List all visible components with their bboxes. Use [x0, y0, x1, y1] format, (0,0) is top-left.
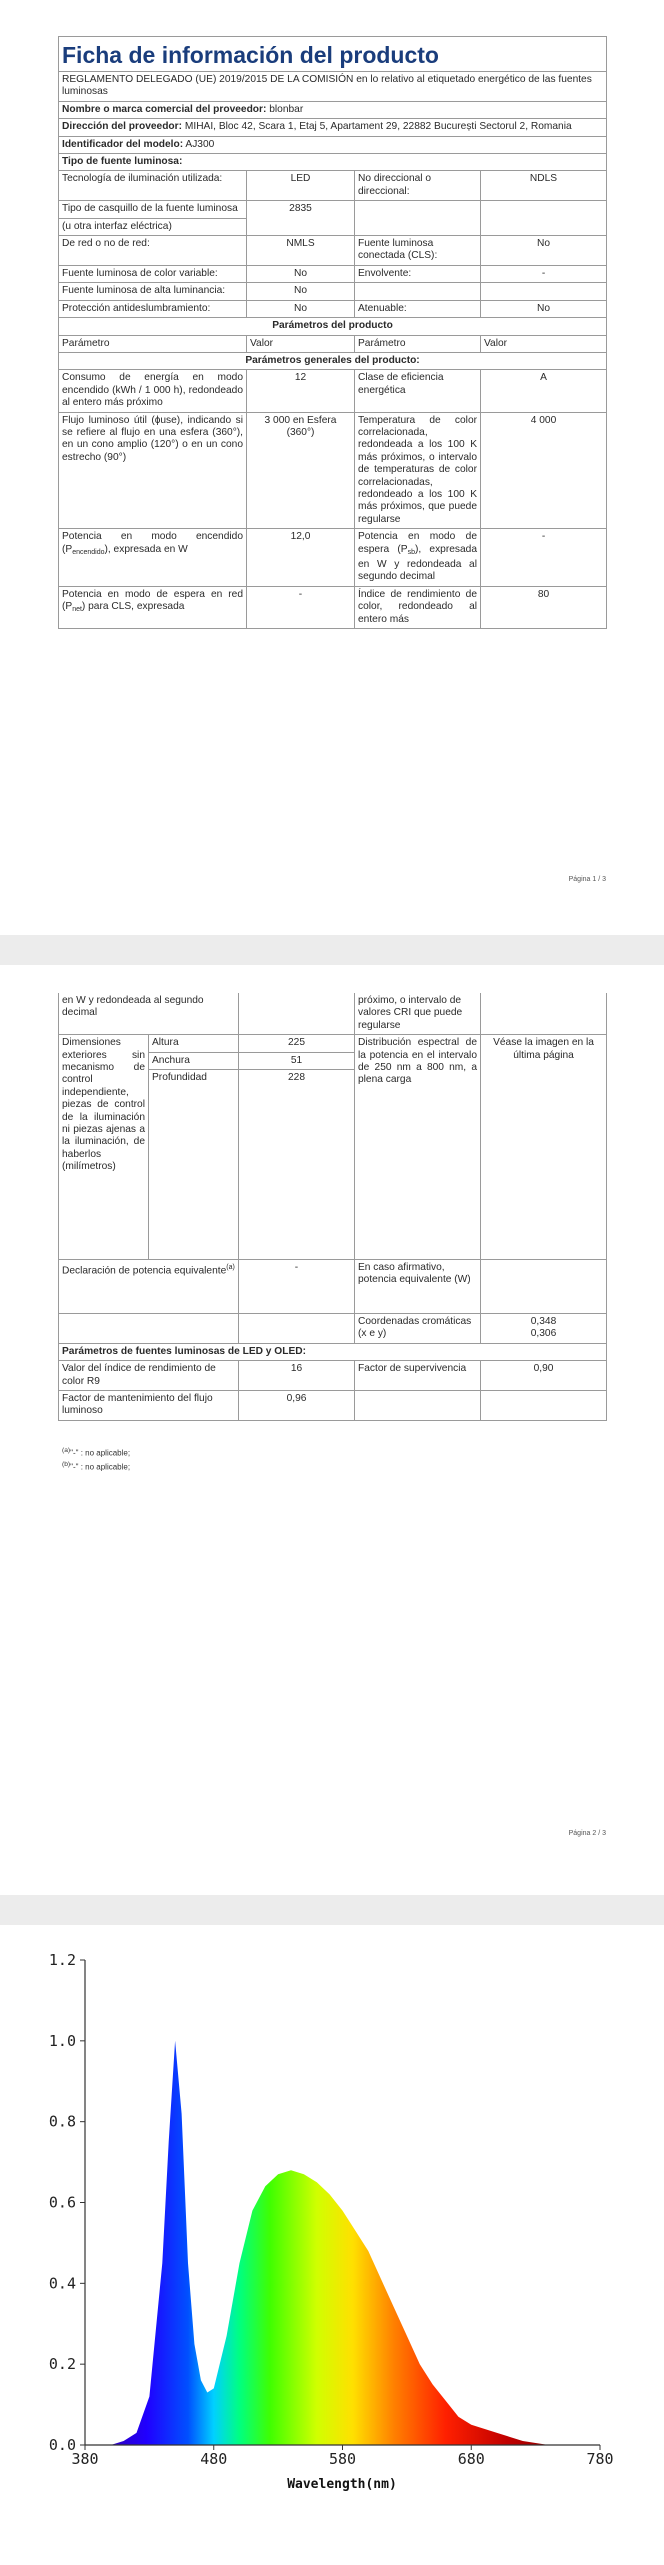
networked-standby-continued: en W y redondeada al segundo decimal [59, 993, 239, 1035]
standby-power-sub: sb [407, 548, 415, 556]
footnote-a-sup: (a) [62, 1447, 71, 1454]
model-value: AJ300 [185, 138, 215, 150]
equivalent-power-question: En caso afirmativo, potencia equivalente (W) [355, 1260, 481, 1314]
standby-power-value: - [481, 529, 607, 587]
mains-label: De red o no de red: [59, 236, 247, 266]
networked-standby-label [59, 586, 247, 628]
col-header-param: Parámetro [355, 335, 481, 352]
address-label: Dirección del proveedor: [62, 121, 183, 133]
networked-standby-sub: net [72, 606, 82, 614]
networked-standby-text: Potencia en modo de espera en red (P [62, 588, 243, 613]
document-title: Ficha de información del producto [59, 37, 607, 72]
footnote-b [62, 1461, 130, 1472]
depth-value: 228 [239, 1070, 355, 1260]
x-tick-label: 480 [200, 2450, 228, 2468]
section-general-parameters: Parámetros generales del producto: [59, 352, 607, 369]
regulation-text: REGLAMENTO DELEGADO (UE) 2019/2015 DE LA COMISIÓN en lo relativo al etiquetado energético de las fuentes luminosas [59, 72, 607, 102]
on-mode-power-text: Potencia en modo encendido (P [62, 531, 243, 555]
height-value: 225 [239, 1035, 355, 1052]
model-row [59, 136, 607, 153]
glare-value: No [247, 300, 355, 317]
cct-value: 4 000 [481, 412, 607, 529]
empty-cell [481, 993, 607, 1035]
cct-label: Temperatura de color correlacionada, redondeada a los 100 K más próximos, o intervalo de temperaturas de color correlacionadas, redondeado a los 100 K más próximos, que puede regularse [355, 412, 481, 529]
cls-label: Fuente luminosa conectada (CLS): [355, 236, 481, 266]
height-label: Altura [149, 1035, 239, 1052]
footnote-a-text: "-" : no aplicable; [70, 1448, 131, 1458]
cap-sub: (u otra interfaz eléctrica) [59, 218, 246, 233]
class-value: A [481, 370, 607, 412]
supplier-label: Nombre o marca comercial del proveedor: [62, 103, 267, 115]
page-gap [0, 935, 664, 965]
spectrum-area-group [85, 2041, 600, 2445]
glare-label: Protección antideslumbramiento: [59, 300, 247, 317]
high-luminance-label: Fuente luminosa de alta luminancia: [59, 283, 247, 300]
cri-value: 80 [481, 586, 607, 628]
y-tick-label: 0.0 [48, 2436, 76, 2454]
y-tick-label: 1.2 [48, 1951, 76, 1969]
y-tick-label: 0.2 [48, 2355, 76, 2374]
tech-value: LED [247, 171, 355, 201]
supplier-value: blonbar [269, 103, 304, 115]
address-value: MIHAI, Bloc 42, Scara 1, Etaj 5, Apartament 29, 22882 București Sectorul 2, Romania [184, 121, 572, 133]
envelope-value: - [481, 265, 607, 282]
empty-cell [481, 1391, 607, 1421]
equivalent-power-text: Declaración de potencia equivalente [62, 1265, 227, 1277]
equivalent-power-sup: (a) [226, 1264, 235, 1272]
page-gap [0, 1895, 664, 1925]
x-tick-label: 680 [457, 2450, 485, 2468]
empty-cell [355, 201, 481, 236]
cri-continued: próximo, o intervalo de valores CRI que puede regularse [355, 993, 481, 1035]
flux-label: Flujo luminoso útil (ɸuse), indicando si se refiere al flujo en una esfera (360°), en un cono amplio (120°) o en un cono estrecho (90°) [59, 412, 247, 529]
model-label: Identificador del modelo: [62, 138, 184, 150]
spectral-label: Distribución espectral de la potencia en el intervalo de 250 nm a 800 nm, a plena carga [355, 1035, 481, 1260]
cri-label: Índice de rendimiento de color, redondeado al entero más [355, 586, 481, 628]
chromaticity-value [481, 1314, 607, 1344]
empty-cell [59, 1314, 239, 1344]
maintenance-label: Factor de mantenimiento del flujo luminoso [59, 1391, 239, 1421]
equivalent-power-value: - [239, 1260, 355, 1314]
width-label: Anchura [149, 1052, 239, 1069]
high-luminance-value: No [247, 283, 355, 300]
page-number: Página 1 / 3 [568, 876, 606, 883]
product-info-table-page1 [58, 36, 607, 629]
mains-value: NMLS [247, 236, 355, 266]
chromaticity-label: Coordenadas cromáticas (x e y) [355, 1314, 481, 1344]
on-mode-power-value: 12,0 [247, 529, 355, 587]
r9-label: Valor del índice de rendimiento de color R9 [59, 1361, 239, 1391]
chromaticity-y: 0,306 [530, 1328, 557, 1340]
supplier-row [59, 101, 607, 118]
page-number: Página 2 / 3 [568, 1830, 606, 1837]
survival-value: 0,90 [481, 1361, 607, 1391]
cap-value: 2835 [247, 201, 355, 236]
cap-label: Tipo de casquillo de la fuente luminosa [62, 203, 238, 215]
networked-standby-value: - [247, 586, 355, 628]
maintenance-value: 0,96 [239, 1391, 355, 1421]
y-tick-label: 0.4 [48, 2274, 76, 2293]
networked-standby-text: ) para CLS, expresada [81, 601, 185, 613]
x-tick-label: 580 [328, 2450, 357, 2468]
width-value: 51 [239, 1052, 355, 1069]
standby-power-text: ), expresada en W y redondeada al segundo decimal [358, 543, 477, 583]
footnote-a [62, 1447, 130, 1458]
col-header-value: Valor [247, 335, 355, 352]
tech-label: Tecnología de iluminación utilizada: [59, 171, 247, 201]
survival-label: Factor de supervivencia [355, 1361, 481, 1391]
dimensions-label: Dimensiones exteriores sin mecanismo de control independiente, piezas de control de la iluminación ni piezas ajenas a la iluminación, de haberlos (milímetros) [59, 1035, 149, 1260]
equivalent-power-watts [481, 1260, 607, 1314]
empty-cell [239, 1314, 355, 1344]
tunable-label: Fuente luminosa de color variable: [59, 265, 247, 282]
on-mode-power-text: ), expresada en W [104, 543, 188, 555]
empty-cell [355, 283, 481, 300]
address-row [59, 119, 607, 136]
footnote-b-text: "-" : no aplicable; [70, 1462, 131, 1472]
flux-value: 3 000 en Esfera (360°) [247, 412, 355, 529]
energy-value: 12 [247, 370, 355, 412]
y-tick-label: 1.0 [48, 2031, 76, 2050]
x-tick-label: 380 [71, 2450, 99, 2468]
x-axis-label: Wavelength(nm) [287, 2477, 397, 2492]
spectrum-area [85, 2041, 600, 2445]
spectral-value: Véase la imagen en la última página [481, 1035, 607, 1260]
equivalent-power-label [59, 1260, 239, 1314]
page-1 [0, 0, 664, 935]
directional-label: No direccional o direccional: [355, 171, 481, 201]
r9-value: 16 [239, 1361, 355, 1391]
depth-label: Profundidad [149, 1070, 239, 1260]
section-product-parameters: Parámetros del producto [59, 318, 607, 335]
page-3 [0, 1925, 664, 2560]
product-info-table-page2 [58, 993, 607, 1421]
empty-cell [481, 201, 607, 236]
cap-cell [59, 201, 247, 236]
on-mode-power-label [59, 529, 247, 587]
chromaticity-x: 0,348 [530, 1316, 557, 1328]
class-label: Clase de eficiencia energética [355, 370, 481, 412]
col-header-param: Parámetro [59, 335, 247, 352]
y-tick-label: 0.6 [48, 2193, 76, 2212]
source-type-heading: Tipo de fuente luminosa: [59, 154, 607, 171]
tunable-value: No [247, 265, 355, 282]
standby-power-label [355, 529, 481, 587]
empty-cell [239, 993, 355, 1035]
x-tick-label: 780 [586, 2450, 614, 2468]
empty-cell [481, 283, 607, 300]
energy-label: Consumo de energía en modo encendido (kWh / 1 000 h), redondeado al entero más próximo [59, 370, 247, 412]
standby-power-text: Potencia en modo de espera (P [358, 531, 477, 555]
directional-value: NDLS [481, 171, 607, 201]
page-2 [0, 965, 664, 1895]
on-mode-power-sub: encendido [72, 548, 105, 556]
footnote-b-sup: (b) [62, 1461, 71, 1468]
col-header-value: Valor [481, 335, 607, 352]
dimmable-value: No [481, 300, 607, 317]
empty-cell [355, 1391, 481, 1421]
spectral-power-chart [0, 1925, 664, 2560]
section-led-parameters: Parámetros de fuentes luminosas de LED y OLED: [59, 1343, 607, 1360]
dimmable-label: Atenuable: [355, 300, 481, 317]
envelope-label: Envolvente: [355, 265, 481, 282]
cls-value: No [481, 236, 607, 266]
y-tick-label: 0.8 [48, 2112, 76, 2131]
